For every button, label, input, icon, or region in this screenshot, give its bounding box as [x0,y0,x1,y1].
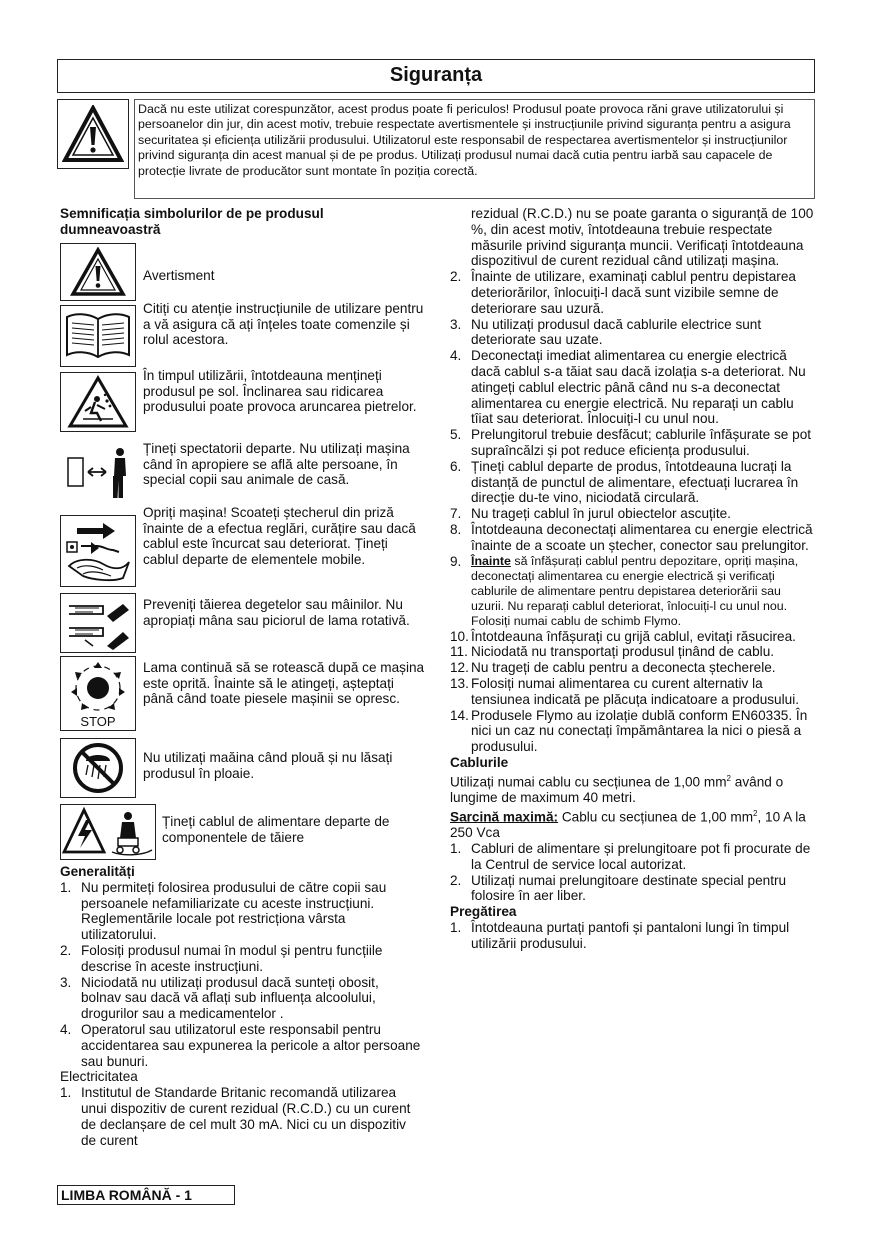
symbol-text: Lama continuă să se rotească după ce mașina este oprită. Înainte să le atingeți, așteptați până când toate piesele mașinii se opresc. [143,660,425,707]
right-column [450,206,814,952]
list-item: 3. Nu utilizați produsul dacă cablurile electrice sunt deteriorate sau uzate. [450,316,762,348]
open-book-icon [60,305,136,367]
page-title: Siguranța [57,59,815,93]
warning-triangle-icon [62,105,124,163]
page-footer: LIMBA ROMÂNĂ - 1 [57,1185,235,1205]
list-item: 1. Institutul de Standarde Britanic recomandă utilizarea unui dispozitiv de curent rezidual (R.C.D.) cu un curent de declanșare de cel mult 30 mA. Nici cu un dispozitiv de curent [60,1085,411,1148]
symbol-text: Opriți mașina! Scoateți ștecherul din priză înainte de a efectua reglări, curățire sau dacă cablul este încurcat sau deteriorat. Țineți cablul departe de elementele mobile. [143,505,416,567]
blade-hand-foot-icon [60,593,136,653]
main-warning-text: Dacă nu este utilizat corespunzător, acest produs poate fi periculos! Produsul poate provoca răni grave utilizatorului și persoanelor din jur, din acest motiv, trebuie respectate avertismentele și instrucțiunile privind siguranța pentru a asigura securitatea și eficiența utilizării produsului. Utilizatorul este responsabil de respectarea avertismentelor și instrucțiunilor privind siguranța din acest manual și de pe produs. Utilizați produsul numai dacă cutia pentru iarbă sau capacele de protecție livrate de producător sunt montate în poziția corectă. [134,99,815,199]
list-item: 10. Întotdeauna înfășurați cu grijă cablul, evitați răsucirea. [450,628,796,644]
electric-heading: Electricitatea [60,1069,138,1085]
cables-list [450,841,814,904]
general-heading: Generalități [60,864,135,879]
preparation-heading: Pregătirea [450,904,517,920]
list-item: 14. Produsele Flymo au izolație dublă conform EN60335. În nici un caz nu conectați împământarea la nici o piesă a produsului. [450,707,808,755]
symbol-text: Preveniți tăierea degetelor sau mâinilor. Nu apropiați mâna sau piciorul de lama rotativă. [143,597,410,628]
list-item: 4. Deconectați imediat alimentarea cu energie electrică dacă cablul s-a tăiat sau dacă izolația s-a deteriorat. Nu atingeți cablul electric până când nu s-a deconectat alimentarea cu energie electrică. Nu reparați un cablu tîiat sau deteriorat. Înlocuiți-l cu unul nou. [450,348,806,427]
symbol-row [57,738,427,798]
general-section [60,864,422,1148]
list-item: 2. Folosiți produsul numai în modul și pentru funcțiile descrise în aceste instrucțiuni. [60,942,383,974]
symbol-text: Citiți cu atenție instrucțiunile de utilizare pentru a vă asigura că ați înțeles toate comenzile și rolul acestora. [143,301,424,348]
symbol-text: Țineți cablul de alimentare departe de componentele de tăiere [162,814,390,845]
symbol-row [57,368,427,432]
list-item: 9. Înainte să înfășurați cablul pentru depozitare, opriți mașina, deconectați alimentarea cu energie electrică și verificați cablurile de alimentare pentru depistarea deteriorării sau uzurii. Nu reparați cablul deteriorat, înlocuiți-l cu unul nou. Folosiți numai cablu de schimb Flymo. [450,553,799,628]
symbol-text: Țineți spectatorii departe. Nu utilizați mașina când în apropiere se află alte persoane, în special copii sau animale de casă. [143,441,410,488]
stop-label: STOP [80,713,116,729]
symbol-row [57,301,427,367]
list-item: 1. Cabluri de alimentare și prelungitoare pot fi procurate de la Centrul de service local autorizat. [450,840,811,872]
cables-text: Utilizați numai cablu cu secțiunea de 1,00 $mm^2$ având o lungime de maximum 40 metri. [450,773,784,806]
symbols-heading: Semnificația simbolurilor de pe produsul dumneavoastră [60,206,324,237]
list-item: 2. Utilizați numai prelungitoare destinate special pentru folosire în aer liber. [450,872,787,904]
list-item: 1. Întotdeauna purtați pantofi și pantaloni lungi în timpul utilizării produsului. [450,919,790,951]
list-item: 7. Nu trageți cablul în jurul obiectelor ascuțite. [450,506,731,522]
electric-cable-icon [60,804,156,860]
warning-triangle-icon [60,243,136,301]
list-item: 3. Niciodată nu utilizați produsul dacă sunteți obosit, bolnav sau dacă vă aflați sub influența alcoolului, drogurilor sau a medicamentelor . [60,974,379,1022]
symbol-row [57,656,427,731]
electric-list [450,269,814,553]
list-item: 2. Înainte de utilizare, examinați cablul pentru depistarea deteriorărilor, înlocuiți-l dacă sunt vizibile semne de deteriorare sau uzură. [450,269,796,316]
list-item: 4. Operatorul sau utilizatorul este responsabil pentru accidentarea sau expunerea la pericole a altor persoane sau bunuri. [60,1021,421,1069]
electric-item9 [450,554,814,629]
symbol-text: Avertisment [143,268,215,283]
list-item: 11. Niciodată nu transportați produsul ținând de cablu. [450,644,775,660]
main-warning-icon-box [57,99,129,169]
preparation-list [450,920,814,952]
rotating-blade-stop-icon [60,656,136,731]
list-item: 13. Folosiți numai alimentarea cu curent alternativ la tensiunea indicată pe plăcuța indicatoare a produsului. [450,675,799,707]
general-list [60,880,422,1070]
list-item: 12. Nu trageți de cablu pentru a deconecta ștecherele. [450,660,776,676]
list-item: 5. Prelungitorul trebuie desfăcut; cablurile înfășurate se pot supraîncălzi și pot reduce eficiența produsului. [450,427,812,458]
list-item: 8. Întotdeauna deconectați alimentarea cu energie electrică înainte de a scoate un ștecher, conector sau prelungitor. [450,521,813,553]
max-load: Sarcină maximă: Cablu cu secțiunea de 1,00 $mm^2$, 10 A la 250 Vca [450,808,806,841]
list-item: 1. Nu permiteți folosirea produsului de către copii sau persoanele nefamiliarizate cu aceste instrucțiuni. Reglementările locale pot restricționa vârsta utilizatorului. [60,879,387,943]
item9-emphasis: Înainte [471,553,511,568]
cables-heading: Cablurile [450,754,509,770]
bystanders-distance-icon [60,441,136,503]
electric-item1-continued: rezidual (R.C.D.) nu se poate garanta o siguranță de 100 %, din acest motiv, întotdeauna trebuie respectate măsurile privind siguranța muncii. Verificați întotdeauna dispozitivul de curent rezidual când utilizați mașina. [471,206,814,269]
symbol-row [57,505,427,585]
symbol-row [57,441,427,503]
electric-list-left [60,1085,422,1148]
list-item: 6. Țineți cablul departe de produs, întotdeauna lucrați la distanță de punctul de alimentare, efectuați lucrarea în direcție du-te vino, niciodată circulară. [450,458,799,506]
symbol-row [57,804,427,860]
thrown-objects-icon [60,372,136,432]
symbol-row [57,593,427,653]
symbol-text: Nu utilizați maăina când plouă și nu lăsați produsul în ploaie. [143,750,393,781]
symbol-row [57,243,427,301]
electric-list-b [450,629,814,755]
unplug-icon [60,515,136,587]
no-rain-icon [60,738,136,798]
symbol-text: În timpul utilizării, întotdeauna mențineți produsul pe sol. Înclinarea sau ridicarea produsului poate provoca aruncarea pietrelor. [143,368,417,415]
